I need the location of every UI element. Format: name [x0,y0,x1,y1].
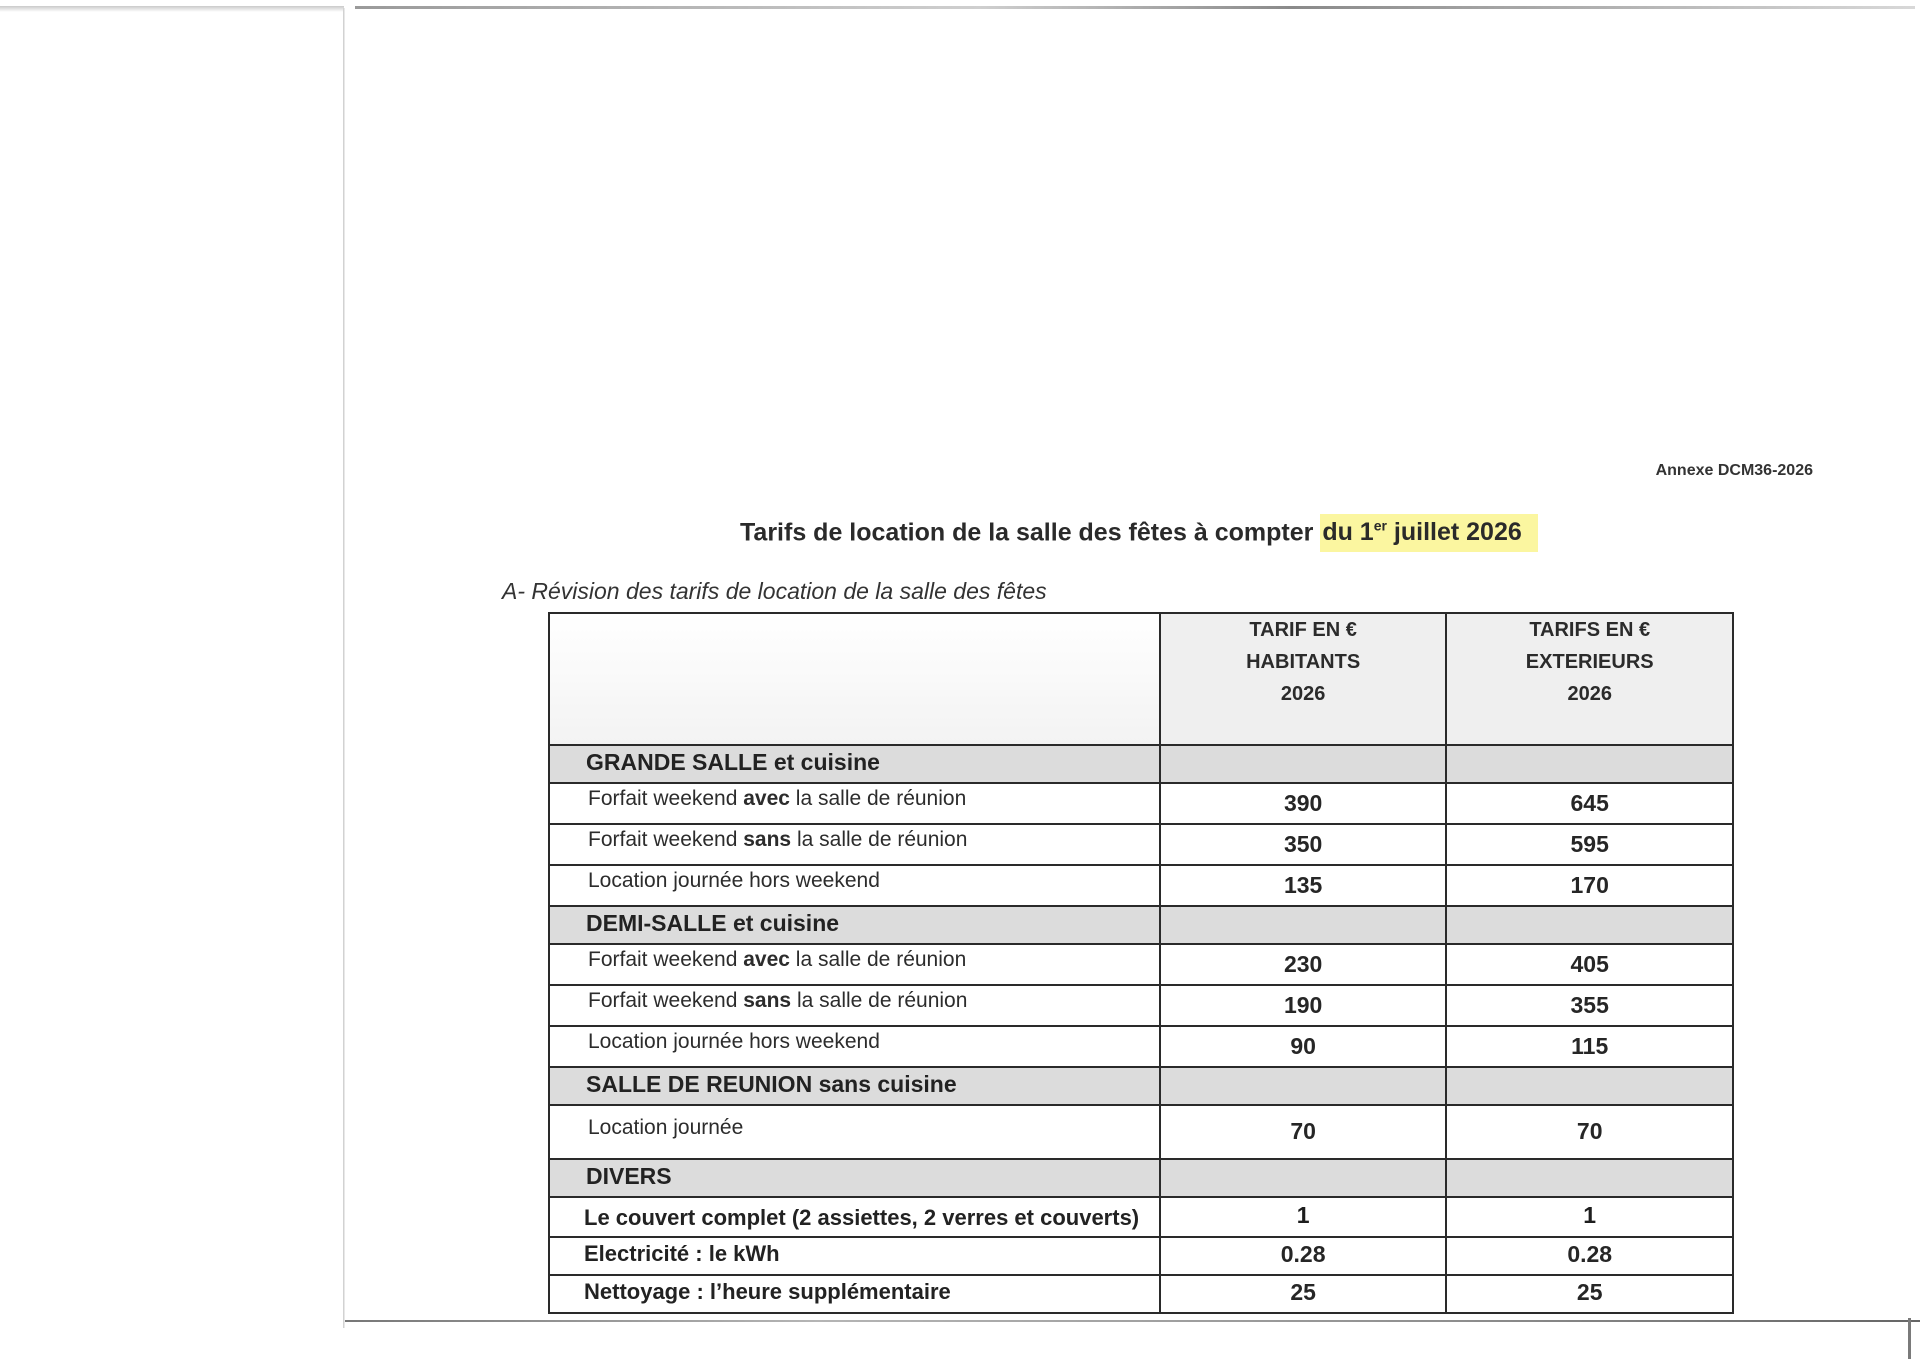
header-blank-cell [549,613,1160,745]
title-date-superscript: er [1373,518,1387,534]
scan-page-left-edge [343,8,345,1328]
price-exterieurs: 405 [1446,944,1733,985]
row-label: Location journée [549,1105,1160,1159]
price-exterieurs: 595 [1446,824,1733,865]
document-title [740,518,1538,547]
category-row-divers [549,1159,1733,1197]
price-habitants: 70 [1160,1105,1447,1159]
category-label: SALLE DE REUNION sans cuisine [549,1067,1160,1105]
section-heading: A- Révision des tarifs de location de la salle des fêtes [502,578,1047,604]
table-row [549,1105,1733,1159]
price-exterieurs: 25 [1446,1275,1733,1313]
title-date-prefix: du 1 [1322,518,1374,547]
price-habitants: 0.28 [1160,1237,1447,1275]
tariffs-table [548,612,1734,1314]
row-label: Electricité : le kWh [549,1237,1160,1275]
category-empty-cell [1446,1067,1733,1105]
price-habitants: 90 [1160,1026,1447,1067]
category-label: DEMI-SALLE et cuisine [549,906,1160,944]
scan-top-edge [355,6,1915,9]
title-date-suffix: juillet 2026 [1393,518,1522,547]
price-habitants: 190 [1160,985,1447,1026]
category-label: GRANDE SALLE et cuisine [549,745,1160,783]
scan-page-right-edge [1908,1318,1911,1359]
header-habitants-line: 2026 [1280,683,1326,705]
row-label: Forfait weekend avec la salle de réunion [549,944,1160,985]
price-exterieurs: 115 [1446,1026,1733,1067]
row-label: Location journée hors weekend [549,1026,1160,1067]
category-row-demi-salle [549,906,1733,944]
table-row [549,1275,1733,1313]
category-empty-cell [1160,1067,1447,1105]
category-row-salle-reunion [549,1067,1733,1105]
scan-page-bottom-edge [345,1320,1920,1322]
table-row [549,985,1733,1026]
price-habitants: 1 [1160,1197,1447,1237]
category-empty-cell [1160,1159,1447,1197]
table-header-row [549,613,1733,745]
category-empty-cell [1446,906,1733,944]
price-exterieurs: 645 [1446,783,1733,824]
price-habitants: 230 [1160,944,1447,985]
header-habitants-line: HABITANTS [1246,651,1361,673]
table-row [549,1237,1733,1275]
row-label: Forfait weekend avec la salle de réunion [549,783,1160,824]
category-empty-cell [1446,745,1733,783]
category-empty-cell [1160,745,1447,783]
scan-left-shadow [0,6,344,12]
category-empty-cell [1446,1159,1733,1197]
row-label: Nettoyage : l’heure supplémentaire [549,1275,1160,1313]
annexe-reference: Annexe DCM36-2026 [1655,462,1813,479]
header-exterieurs-line: TARIFS EN € [1529,619,1651,641]
price-habitants: 25 [1160,1275,1447,1313]
header-habitants [1160,613,1447,745]
table-row [549,1026,1733,1067]
row-label: Forfait weekend sans la salle de réunion [549,985,1160,1026]
header-exterieurs-line: 2026 [1567,683,1612,705]
header-exterieurs [1446,613,1733,745]
price-exterieurs: 70 [1446,1105,1733,1159]
row-label: Location journée hors weekend [549,865,1160,906]
category-label: DIVERS [549,1159,1160,1197]
row-label: Forfait weekend sans la salle de réunion [549,824,1160,865]
category-row-grande-salle [549,745,1733,783]
title-text: Tarifs de location de la salle des fêtes à compter [740,518,1314,547]
header-habitants-line: TARIF EN € [1249,619,1357,641]
price-habitants: 135 [1160,865,1447,906]
table-row [549,1197,1733,1237]
row-label: Le couvert complet (2 assiettes, 2 verres et couverts) [549,1197,1160,1237]
price-exterieurs: 355 [1446,985,1733,1026]
price-habitants: 390 [1160,783,1447,824]
table-row [549,865,1733,906]
price-exterieurs: 1 [1446,1197,1733,1237]
table-row [549,783,1733,824]
price-exterieurs: 0.28 [1446,1237,1733,1275]
header-exterieurs-line: EXTERIEURS [1525,651,1654,673]
table-row [549,824,1733,865]
table-row [549,944,1733,985]
title-highlighted-date [1320,514,1537,552]
price-exterieurs: 170 [1446,865,1733,906]
price-habitants: 350 [1160,824,1447,865]
category-empty-cell [1160,906,1447,944]
